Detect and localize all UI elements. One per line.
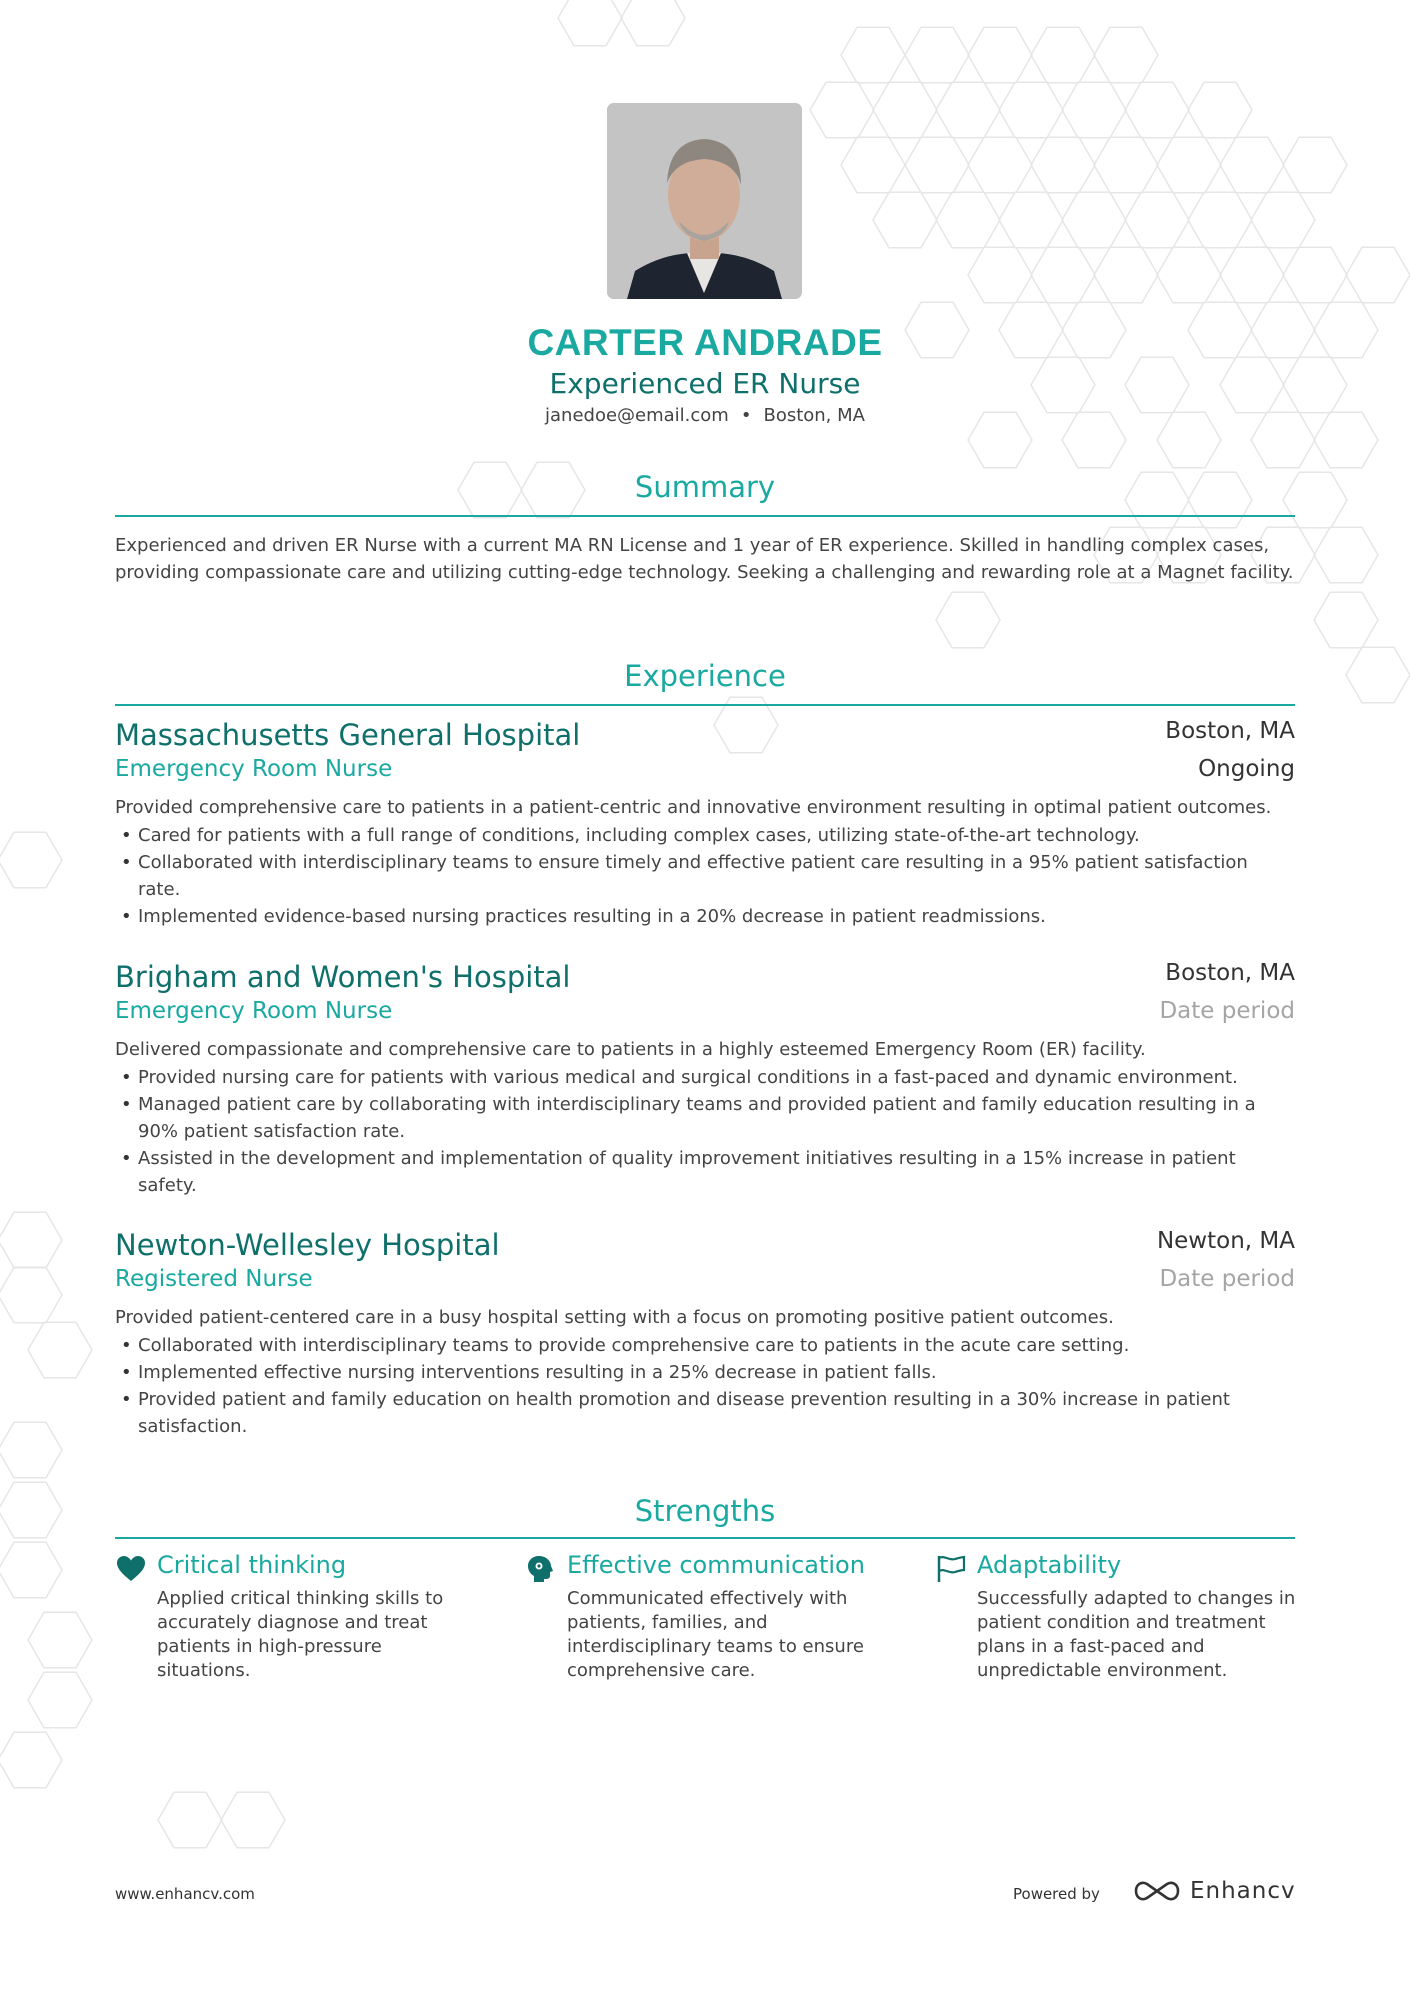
email-text[interactable]: janedoe@email.com (545, 405, 729, 426)
powered-by-label: Powered by (1013, 1885, 1100, 1903)
flag-icon (935, 1553, 967, 1585)
strength-title: Adaptability (977, 1551, 1122, 1579)
strength-title: Critical thinking (157, 1551, 347, 1579)
strength-title: Effective communication (567, 1551, 865, 1579)
job-location: Newton, MA (1156, 1228, 1295, 1254)
strength-description: Successfully adapted to changes in patient condition and treatment plans in a fast-paced and unpredictable environment. (977, 1588, 1296, 1681)
strength-description: Applied critical thinking skills to accurately diagnose and treat patients in high-pressure situations. (157, 1588, 444, 1681)
job-role: Registered Nurse (115, 1266, 313, 1292)
summary-divider (115, 515, 1295, 517)
strength-description: Communicated effectively with patients, families, and interdisciplinary teams to ensure comprehensive care. (567, 1588, 864, 1681)
job-role: Emergency Room Nurse (115, 998, 393, 1024)
job-description: Provided patient-centered care in a busy hospital setting with a focus on promoting positive patient outcomes. (115, 1307, 1114, 1328)
job-date: Ongoing (1198, 756, 1295, 782)
job-location: Boston, MA (1165, 718, 1295, 744)
candidate-title: Experienced ER Nurse (549, 367, 861, 400)
brand-name[interactable]: Enhancv (1190, 1878, 1296, 1904)
job-company: Newton-Wellesley Hospital (115, 1228, 500, 1262)
summary-heading: Summary (634, 470, 776, 504)
job-bullet: • Cared for patients with a full range of conditions, including complex cases, utilizing state-of-the-art technology. (115, 822, 1295, 849)
job-description: Provided comprehensive care to patients in a patient-centric and innovative environment resulting in optimal patient outcomes. (115, 797, 1272, 818)
strengths-heading: Strengths (634, 1494, 776, 1528)
job-date: Date period (1159, 1266, 1295, 1292)
job-date: Date period (1159, 998, 1295, 1024)
job-bullets (115, 1064, 1295, 1199)
experience-heading: Experience (624, 659, 786, 693)
job-bullet: • Assisted in the development and implementation of quality improvement initiatives resulting in a 15% increase in patient safety. (115, 1145, 1295, 1199)
head-speaking-icon (525, 1553, 557, 1585)
job-company: Massachusetts General Hospital (115, 718, 581, 752)
experience-divider (115, 704, 1295, 706)
job-bullets (115, 822, 1295, 930)
job-location: Boston, MA (1165, 960, 1295, 986)
location-text: Boston, MA (763, 405, 865, 426)
job-bullet: • Managed patient care by collaborating with interdisciplinary teams and provided patient and family education resulting in a 90% patient satisfaction rate. (115, 1091, 1295, 1145)
job-bullet: • Provided patient and family education on health promotion and disease prevention resulting in a 30% increase in patient satisfaction. (115, 1386, 1295, 1440)
job-bullet: • Collaborated with interdisciplinary teams to provide comprehensive care to patients in the acute care setting. (115, 1332, 1295, 1359)
heart-icon (115, 1553, 147, 1585)
candidate-name: CARTER ANDRADE (527, 322, 883, 363)
strengths-divider (115, 1537, 1295, 1539)
profile-photo (607, 103, 802, 299)
job-company: Brigham and Women's Hospital (115, 960, 571, 994)
enhancv-logo-icon (1132, 1876, 1182, 1906)
footer-url[interactable]: www.enhancv.com (115, 1885, 255, 1903)
job-role: Emergency Room Nurse (115, 756, 393, 782)
summary-text: Experienced and driven ER Nurse with a current MA RN License and 1 year of ER experience. Skilled in handling complex cases, providing compassionate care and utilizing cutting-edge technology. Seeking a challenging and rewarding role at a Magnet facility. (115, 535, 1294, 583)
job-bullet: • Implemented evidence-based nursing practices resulting in a 20% decrease in patient readmissions. (115, 903, 1295, 930)
contact-separator: • (740, 405, 752, 426)
job-bullet: • Collaborated with interdisciplinary teams to ensure timely and effective patient care resulting in a 95% patient satisfaction rate. (115, 849, 1295, 903)
job-bullets (115, 1332, 1295, 1440)
job-bullet: • Implemented effective nursing interventions resulting in a 25% decrease in patient falls. (115, 1359, 1295, 1386)
job-bullet: • Provided nursing care for patients with various medical and surgical conditions in a fast-paced and dynamic environment. (115, 1064, 1295, 1091)
contact-line (0, 405, 1410, 426)
job-description: Delivered compassionate and comprehensive care to patients in a highly esteemed Emergency Room (ER) facility. (115, 1039, 1146, 1060)
